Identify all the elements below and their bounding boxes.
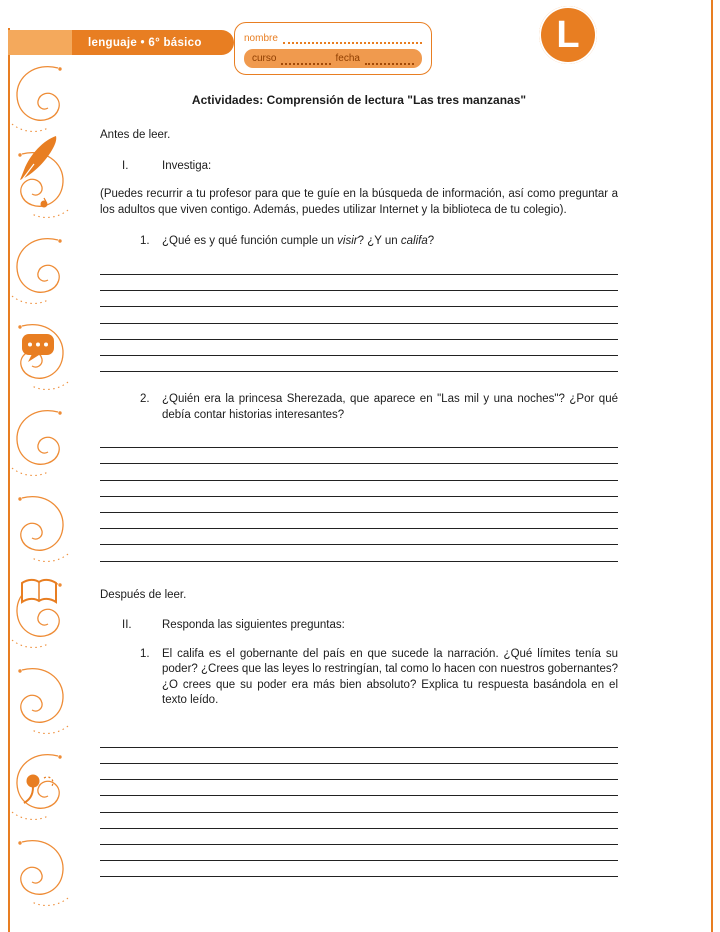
answer-line[interactable] — [100, 764, 618, 780]
name-label: nombre — [244, 33, 278, 44]
question-text — [162, 234, 618, 250]
roman-numeral-1: I. — [122, 159, 129, 172]
answer-line[interactable] — [100, 732, 618, 748]
open-book-icon — [22, 580, 56, 602]
student-fields — [234, 22, 432, 75]
answer-line[interactable] — [100, 748, 618, 764]
before-instruction-row — [100, 159, 618, 175]
roman-numeral-2: II. — [122, 619, 132, 632]
worksheet-content — [100, 88, 618, 877]
question-1-after — [100, 647, 618, 709]
date-field[interactable] — [365, 53, 414, 65]
hint-note: (Puedes recurrir a tu profesor para que te guíe en la búsqueda de información, así como preguntar a los adultos que viven contigo. Además, puedes utilizar Internet y la biblioteca de tu colegio). — [100, 188, 618, 216]
course-label: curso — [252, 53, 277, 64]
answer-line[interactable] — [100, 545, 618, 561]
question-text-segment: ? ¿Y un — [357, 235, 401, 248]
speech-bubble-icon — [22, 334, 54, 362]
answer-line[interactable] — [100, 845, 618, 861]
page-border-right — [711, 0, 713, 932]
answer-line[interactable] — [100, 291, 618, 307]
question-number: 2. — [140, 393, 150, 406]
name-field[interactable] — [283, 30, 422, 44]
answer-line[interactable] — [100, 529, 618, 545]
answer-line[interactable] — [100, 324, 618, 340]
worksheet-title: Actividades: Comprensión de lectura "Las tres manzanas" — [191, 93, 527, 107]
answer-line[interactable] — [100, 813, 618, 829]
answer-line[interactable] — [100, 448, 618, 464]
answer-line[interactable] — [100, 861, 618, 877]
answer-lines-q2 — [100, 432, 618, 562]
logo-l-badge — [539, 6, 597, 64]
ink-drop-icon — [41, 198, 48, 208]
swirl-art — [8, 62, 72, 924]
answer-line[interactable] — [100, 356, 618, 372]
question-text-segment: ? — [427, 235, 435, 248]
after-reading-heading: Después de leer. — [100, 588, 187, 601]
answer-line[interactable] — [100, 464, 618, 480]
after-instruction-row — [100, 618, 618, 634]
answer-line[interactable] — [100, 275, 618, 291]
after-instruction: Responda las siguientes preguntas: — [162, 619, 345, 632]
question-text-italic: califa — [400, 235, 428, 248]
question-text: ¿Quién era la princesa Sherezada, que aparece en "Las mil y una noches"? ¿Por qué debía contar historias interesantes? — [162, 393, 618, 421]
before-reading-heading: Antes de leer. — [100, 129, 171, 142]
name-row — [244, 28, 422, 44]
decorative-strip — [8, 62, 72, 924]
answer-line[interactable] — [100, 481, 618, 497]
logo-letter: L — [556, 14, 580, 56]
answer-line[interactable] — [100, 829, 618, 845]
question-text-segment: ¿Qué es y qué función cumple un — [162, 235, 338, 248]
course-date-pill — [244, 49, 422, 68]
answer-line[interactable] — [100, 259, 618, 275]
course-field[interactable] — [281, 53, 330, 65]
question-text: El califa es el gobernante del país en que sucede la narración. ¿Qué límites tenía su poder? ¿Crees que las leyes lo restringían, tal como lo hacen con nuestros gobernantes? ¿O crees que su poder era más bien absoluto? Explica tu respuesta basándola en el texto leído. — [162, 647, 618, 707]
answer-line[interactable] — [100, 432, 618, 448]
question-2-before — [100, 392, 618, 423]
before-instruction: Investiga: — [162, 159, 212, 172]
answer-line[interactable] — [100, 513, 618, 529]
question-1-before — [100, 234, 618, 250]
answer-line[interactable] — [100, 497, 618, 513]
question-number: 1. — [140, 235, 150, 248]
question-number: 1. — [140, 647, 150, 660]
answer-line[interactable] — [100, 340, 618, 356]
course-tab-label: lenguaje • 6° básico — [88, 36, 202, 49]
answer-line[interactable] — [100, 780, 618, 796]
question-text-italic: visir — [337, 235, 358, 248]
answer-line[interactable] — [100, 796, 618, 812]
course-tab — [8, 30, 234, 55]
answer-line[interactable] — [100, 307, 618, 323]
date-label: fecha — [335, 53, 360, 64]
answer-lines-q1 — [100, 259, 618, 372]
answer-lines-q3 — [100, 732, 618, 878]
